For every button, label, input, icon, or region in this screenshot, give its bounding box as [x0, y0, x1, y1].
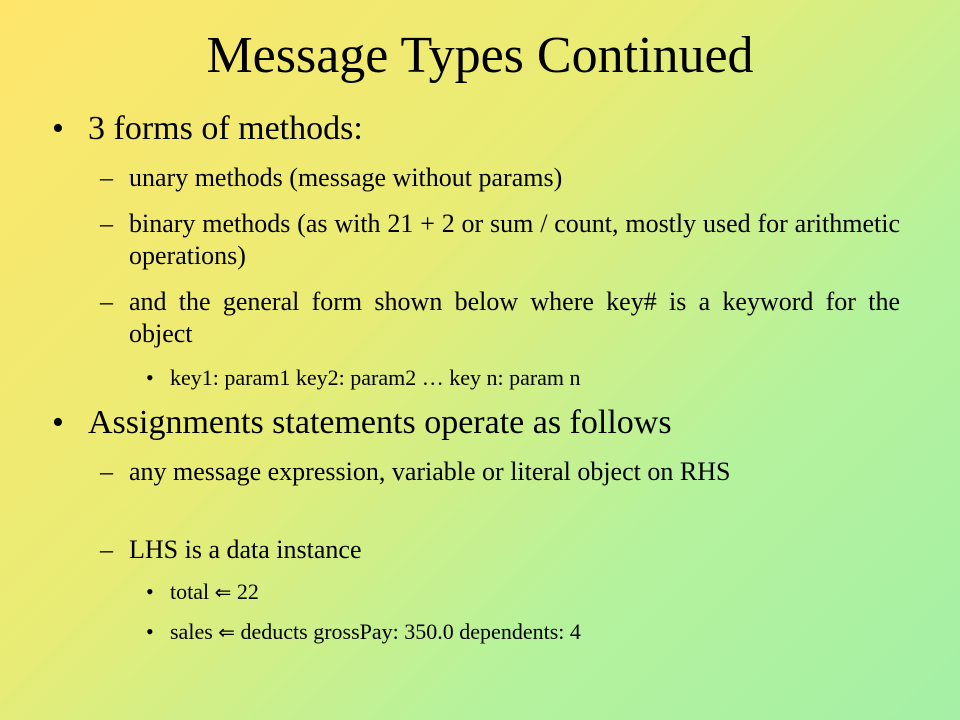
sub-bullet-text: any message expression, variable or literal object on RHS: [129, 457, 731, 486]
bullet-icon: •: [146, 619, 154, 644]
sub-bullet-text: LHS is a data instance: [129, 535, 362, 564]
sub-sub-bullet-text: [170, 578, 259, 606]
code-rhs: deducts grossPay: 350.0 dependents: 4: [240, 619, 581, 644]
bullet-text: Assignments statements operate as follows: [88, 404, 672, 441]
bullet-icon: •: [52, 404, 64, 441]
sub-bullet-item: [100, 286, 900, 350]
sub-sub-bullet-text: key1: param1 key2: param2 … key n: param n: [170, 365, 581, 390]
bullet-icon: •: [52, 110, 64, 147]
dash-icon: –: [100, 209, 113, 238]
bullet-text: 3 forms of methods:: [88, 110, 363, 147]
code-lhs: total: [170, 579, 210, 604]
sub-bullet-text: unary methods (message without params): [129, 163, 563, 192]
sub-bullet-item: [100, 208, 900, 272]
slide-title: Message Types Continued: [206, 27, 754, 84]
bullet-icon: •: [146, 579, 154, 604]
code-lhs: sales: [170, 619, 213, 644]
left-arrow-icon: ⇐: [218, 620, 236, 644]
sub-bullet-text: binary methods (as with 21 + 2 or sum / count, mostly used for arithmetic operations): [129, 209, 900, 270]
dash-icon: –: [100, 287, 113, 316]
sub-bullet-item: [100, 162, 900, 194]
dash-icon: –: [100, 163, 113, 192]
sub-sub-bullet-text: [170, 618, 581, 646]
bullet-icon: •: [146, 365, 154, 390]
dash-icon: –: [100, 457, 113, 486]
sub-bullet-text: and the general form shown below where key# is a keyword for the object: [129, 287, 900, 348]
sub-bullet-item: [100, 456, 900, 488]
dash-icon: –: [100, 535, 113, 564]
code-rhs: 22: [236, 579, 259, 604]
sub-bullet-item: [100, 534, 900, 566]
left-arrow-icon: ⇐: [214, 580, 232, 604]
